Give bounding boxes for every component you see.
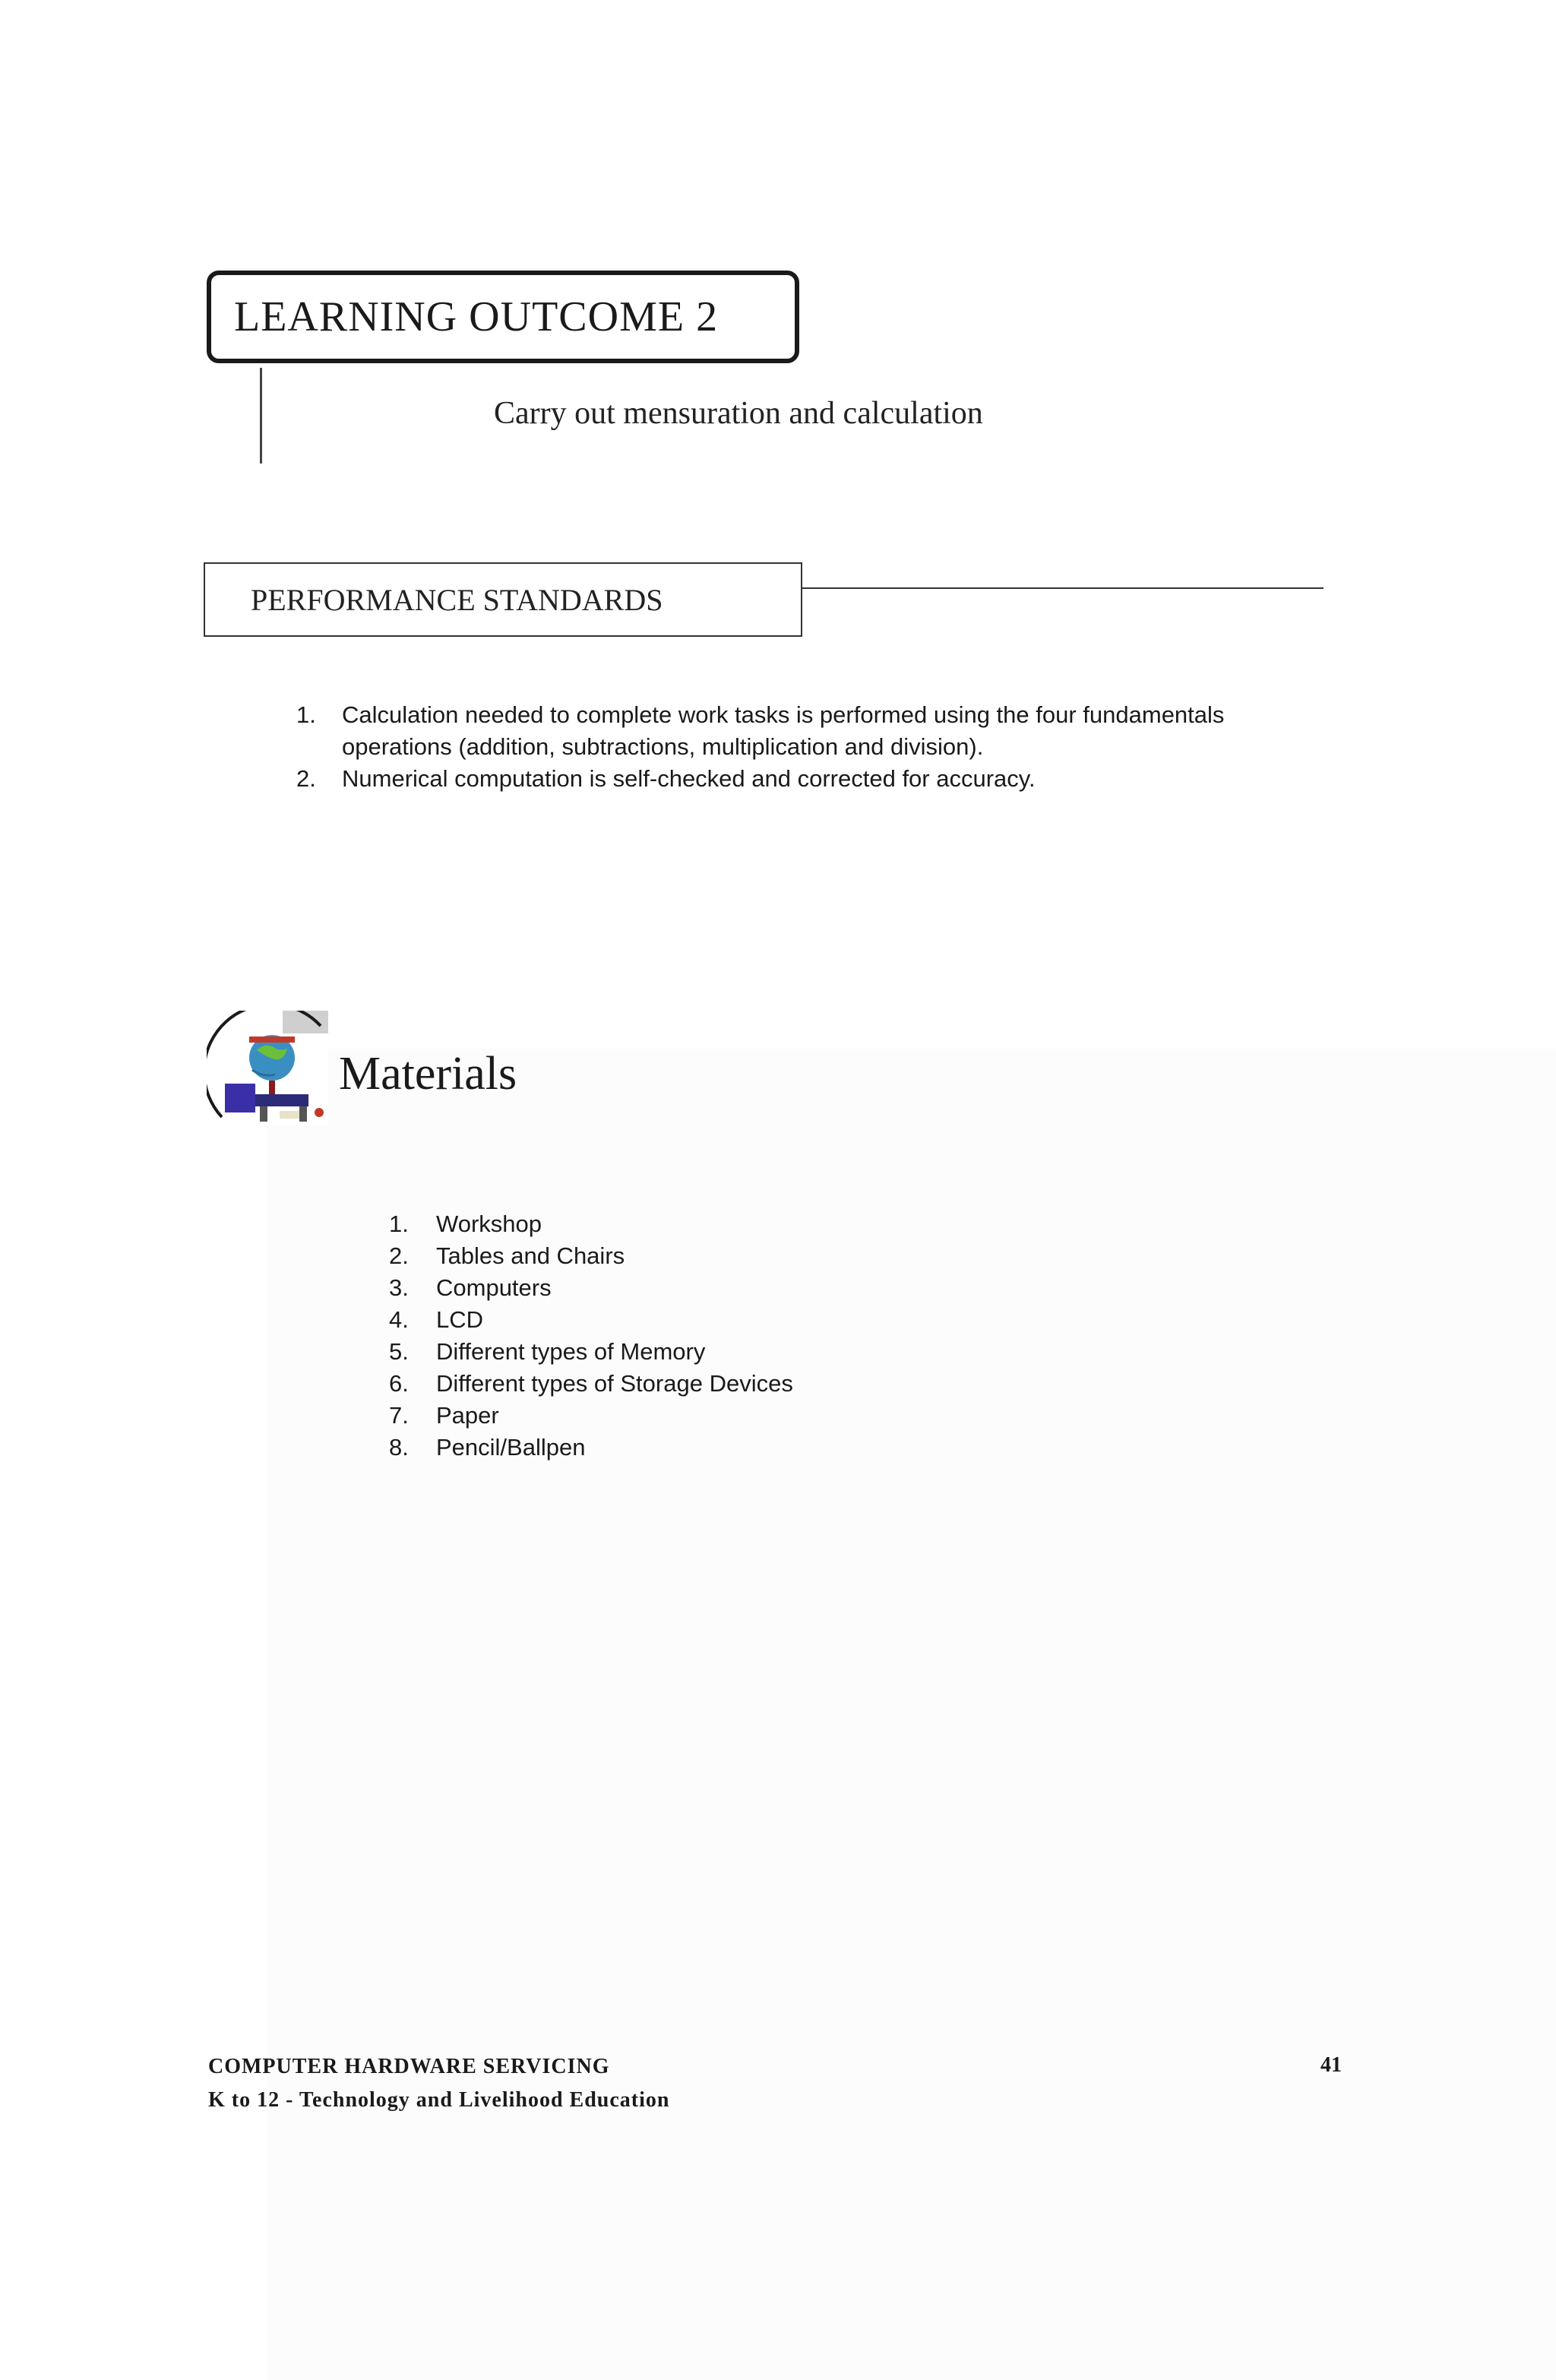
item-text: Paper bbox=[436, 1402, 499, 1429]
item-text: LCD bbox=[436, 1306, 484, 1333]
globe-desk-icon bbox=[207, 1011, 328, 1126]
footer-subtitle: K to 12 - Technology and Livelihood Education bbox=[208, 2088, 670, 2112]
performance-standards-heading: PERFORMANCE STANDARDS bbox=[204, 562, 802, 637]
list-item bbox=[389, 1336, 793, 1368]
list-item bbox=[296, 763, 1284, 795]
item-text: Different types of Memory bbox=[436, 1338, 706, 1365]
item-number: 8. bbox=[389, 1434, 409, 1461]
materials-heading: Materials bbox=[339, 1048, 517, 1100]
page-number: 41 bbox=[1320, 2053, 1342, 2077]
item-text: Workshop bbox=[436, 1211, 542, 1237]
item-number: 7. bbox=[389, 1402, 409, 1429]
materials-list bbox=[389, 1208, 793, 1464]
item-text: Tables and Chairs bbox=[436, 1242, 625, 1269]
learning-outcome-title: LEARNING OUTCOME 2 bbox=[207, 271, 799, 363]
list-item bbox=[389, 1304, 793, 1336]
performance-standards-list bbox=[296, 699, 1284, 795]
list-item bbox=[389, 1400, 793, 1432]
list-item bbox=[296, 699, 1284, 763]
item-text: Calculation needed to complete work tasks is performed using the four fundamentals operations (addition, subtractions, multiplication and division). bbox=[342, 701, 1225, 760]
item-text: Numerical computation is self-checked and corrected for accuracy. bbox=[342, 765, 1036, 792]
item-number: 5. bbox=[389, 1338, 409, 1365]
item-text: Pencil/Ballpen bbox=[436, 1434, 586, 1461]
list-item bbox=[389, 1240, 793, 1272]
heading-rule bbox=[802, 587, 1324, 589]
item-text: Computers bbox=[436, 1274, 552, 1301]
item-number: 1. bbox=[296, 701, 316, 728]
item-number: 2. bbox=[389, 1242, 409, 1269]
item-number: 3. bbox=[389, 1274, 409, 1301]
outcome-connector-line bbox=[260, 368, 262, 464]
item-number: 4. bbox=[389, 1306, 409, 1333]
item-text: Different types of Storage Devices bbox=[436, 1370, 793, 1397]
footer-title: COMPUTER HARDWARE SERVICING bbox=[208, 2055, 610, 2078]
list-item bbox=[389, 1432, 793, 1464]
list-item bbox=[389, 1208, 793, 1240]
item-number: 6. bbox=[389, 1370, 409, 1397]
list-item bbox=[389, 1368, 793, 1400]
item-number: 2. bbox=[296, 765, 316, 792]
learning-outcome-subtitle: Carry out mensuration and calculation bbox=[494, 396, 983, 431]
item-number: 1. bbox=[389, 1211, 409, 1237]
list-item bbox=[389, 1272, 793, 1304]
